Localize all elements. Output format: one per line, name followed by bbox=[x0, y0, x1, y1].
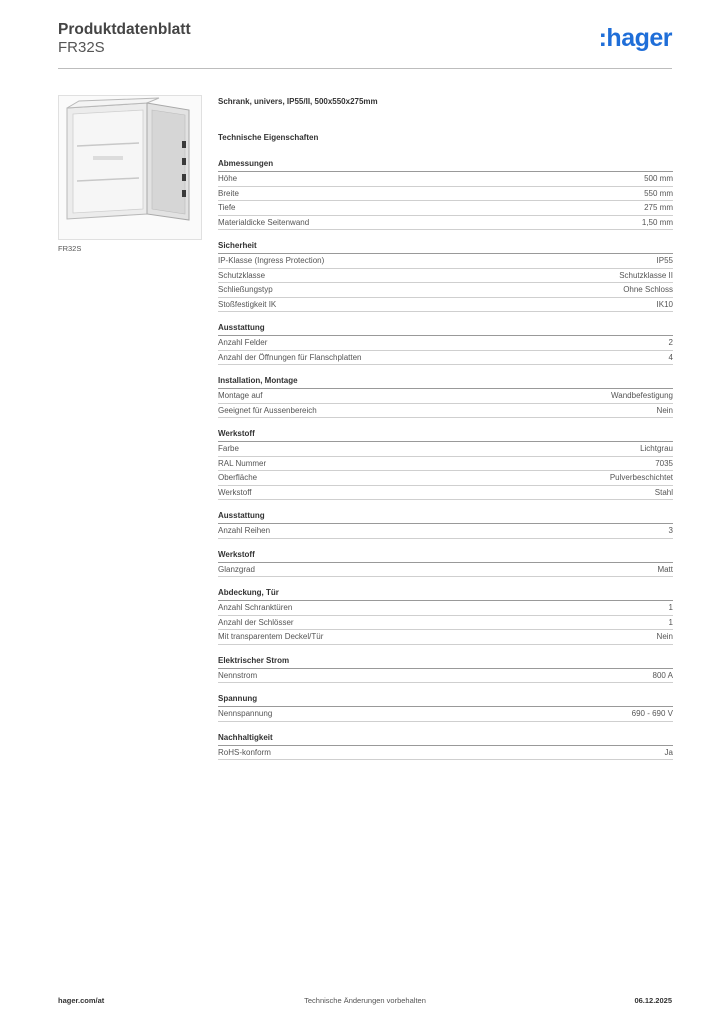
spec-label: Geeignet für Aussenbereich bbox=[218, 405, 317, 415]
document-header bbox=[58, 20, 191, 57]
spec-value: 690 - 690 V bbox=[631, 709, 673, 718]
spec-sections bbox=[218, 158, 673, 760]
cabinet-illustration bbox=[59, 96, 201, 239]
footer-date: 06.12.2025 bbox=[634, 996, 672, 1005]
spec-row bbox=[218, 187, 673, 202]
section-title: Spannung bbox=[218, 693, 673, 707]
spec-value: 3 bbox=[668, 526, 673, 535]
spec-label: RAL Nummer bbox=[218, 458, 267, 468]
spec-row bbox=[218, 298, 673, 313]
spec-value: Lichtgrau bbox=[640, 444, 673, 453]
spec-row bbox=[218, 254, 673, 269]
spec-label: Schutzklasse bbox=[218, 270, 266, 280]
section-title: Elektrischer Strom bbox=[218, 655, 673, 669]
spec-label: Anzahl der Öffnungen für Flanschplatten bbox=[218, 352, 362, 362]
spec-value: Wandbefestigung bbox=[611, 391, 673, 400]
spec-row bbox=[218, 746, 673, 761]
spec-row bbox=[218, 336, 673, 351]
spec-value: 500 mm bbox=[644, 174, 673, 183]
section-title: Ausstattung bbox=[218, 510, 673, 524]
spec-label: Mit transparentem Deckel/Tür bbox=[218, 632, 324, 641]
spec-section bbox=[218, 158, 673, 230]
spec-section bbox=[218, 428, 673, 500]
product-description: Schrank, univers, IP55/II, 500x550x275mm bbox=[218, 97, 378, 106]
spec-section bbox=[218, 375, 673, 418]
spec-row bbox=[218, 389, 673, 404]
spec-label: Nennspannung bbox=[218, 709, 273, 718]
section-title: Werkstoff bbox=[218, 428, 673, 442]
spec-section bbox=[218, 240, 673, 312]
spec-value: Stahl bbox=[654, 487, 673, 497]
properties-title: Technische Eigenschaften bbox=[218, 133, 319, 142]
spec-section bbox=[218, 693, 673, 722]
spec-row bbox=[218, 471, 673, 486]
spec-row bbox=[218, 404, 673, 419]
spec-section bbox=[218, 732, 673, 761]
section-title: Abdeckung, Tür bbox=[218, 587, 673, 601]
spec-value: 1,50 mm bbox=[641, 217, 673, 227]
spec-value: 275 mm bbox=[644, 203, 673, 212]
spec-label: Oberfläche bbox=[218, 473, 258, 482]
spec-row bbox=[218, 351, 673, 366]
spec-value: 1 bbox=[668, 617, 673, 627]
spec-value: 4 bbox=[668, 352, 673, 362]
spec-row bbox=[218, 442, 673, 457]
spec-row bbox=[218, 616, 673, 631]
spec-label: Anzahl Schranktüren bbox=[218, 603, 293, 612]
spec-value: Matt bbox=[657, 564, 673, 574]
footer-disclaimer: Technische Änderungen vorbehalten bbox=[304, 996, 426, 1005]
spec-value: Ohne Schloss bbox=[623, 285, 673, 294]
spec-value: 2 bbox=[668, 338, 673, 347]
spec-value: 7035 bbox=[655, 458, 673, 468]
section-title: Sicherheit bbox=[218, 240, 673, 254]
spec-section bbox=[218, 322, 673, 365]
spec-section bbox=[218, 549, 673, 578]
spec-label: IP-Klasse (Ingress Protection) bbox=[218, 256, 325, 265]
spec-value: Pulverbeschichtet bbox=[609, 473, 673, 482]
spec-row bbox=[218, 669, 673, 684]
spec-label: RoHS-konform bbox=[218, 747, 271, 757]
spec-row bbox=[218, 201, 673, 216]
spec-row bbox=[218, 707, 673, 722]
product-specs bbox=[218, 96, 673, 760]
spec-value: Ja bbox=[664, 747, 673, 757]
spec-row bbox=[218, 269, 673, 284]
section-title: Ausstattung bbox=[218, 322, 673, 336]
hager-logo: :hager bbox=[598, 24, 672, 52]
spec-value: Schutzklasse II bbox=[619, 270, 673, 280]
spec-value: 1 bbox=[668, 603, 673, 612]
spec-label: Glanzgrad bbox=[218, 564, 255, 574]
document-subtitle: FR32S bbox=[58, 39, 105, 56]
spec-value: IK10 bbox=[656, 299, 673, 309]
spec-row bbox=[218, 172, 673, 187]
spec-label: Farbe bbox=[218, 444, 239, 453]
product-image bbox=[58, 95, 202, 240]
section-title: Werkstoff bbox=[218, 549, 673, 563]
spec-label: Montage auf bbox=[218, 391, 263, 400]
spec-section bbox=[218, 510, 673, 539]
spec-row bbox=[218, 524, 673, 539]
spec-label: Werkstoff bbox=[218, 487, 252, 497]
spec-label: Tiefe bbox=[218, 203, 236, 212]
spec-row bbox=[218, 601, 673, 616]
spec-row bbox=[218, 283, 673, 298]
document-title: Produktdatenblatt bbox=[58, 21, 191, 38]
spec-value: IP55 bbox=[656, 256, 673, 265]
spec-value: Nein bbox=[656, 632, 673, 641]
spec-label: Anzahl der Schlösser bbox=[218, 617, 294, 627]
spec-label: Höhe bbox=[218, 174, 238, 183]
spec-section bbox=[218, 655, 673, 684]
spec-label: Anzahl Felder bbox=[218, 338, 268, 347]
section-title: Installation, Montage bbox=[218, 375, 673, 389]
spec-row bbox=[218, 630, 673, 645]
spec-value: Nein bbox=[656, 405, 673, 415]
spec-row bbox=[218, 457, 673, 472]
header-divider bbox=[58, 68, 672, 69]
spec-section bbox=[218, 587, 673, 645]
footer-website[interactable]: hager.com/at bbox=[58, 996, 105, 1005]
spec-value: 800 A bbox=[652, 670, 673, 680]
spec-label: Schließungstyp bbox=[218, 285, 273, 294]
image-caption: FR32S bbox=[58, 244, 82, 253]
spec-label: Breite bbox=[218, 188, 239, 198]
spec-label: Anzahl Reihen bbox=[218, 526, 271, 535]
spec-row bbox=[218, 486, 673, 501]
section-title: Nachhaltigkeit bbox=[218, 732, 673, 746]
spec-label: Nennstrom bbox=[218, 670, 258, 680]
spec-row bbox=[218, 216, 673, 231]
spec-row bbox=[218, 563, 673, 578]
spec-label: Materialdicke Seitenwand bbox=[218, 217, 310, 227]
spec-value: 550 mm bbox=[644, 188, 673, 198]
section-title: Abmessungen bbox=[218, 158, 673, 172]
spec-label: Stoßfestigkeit IK bbox=[218, 299, 277, 309]
